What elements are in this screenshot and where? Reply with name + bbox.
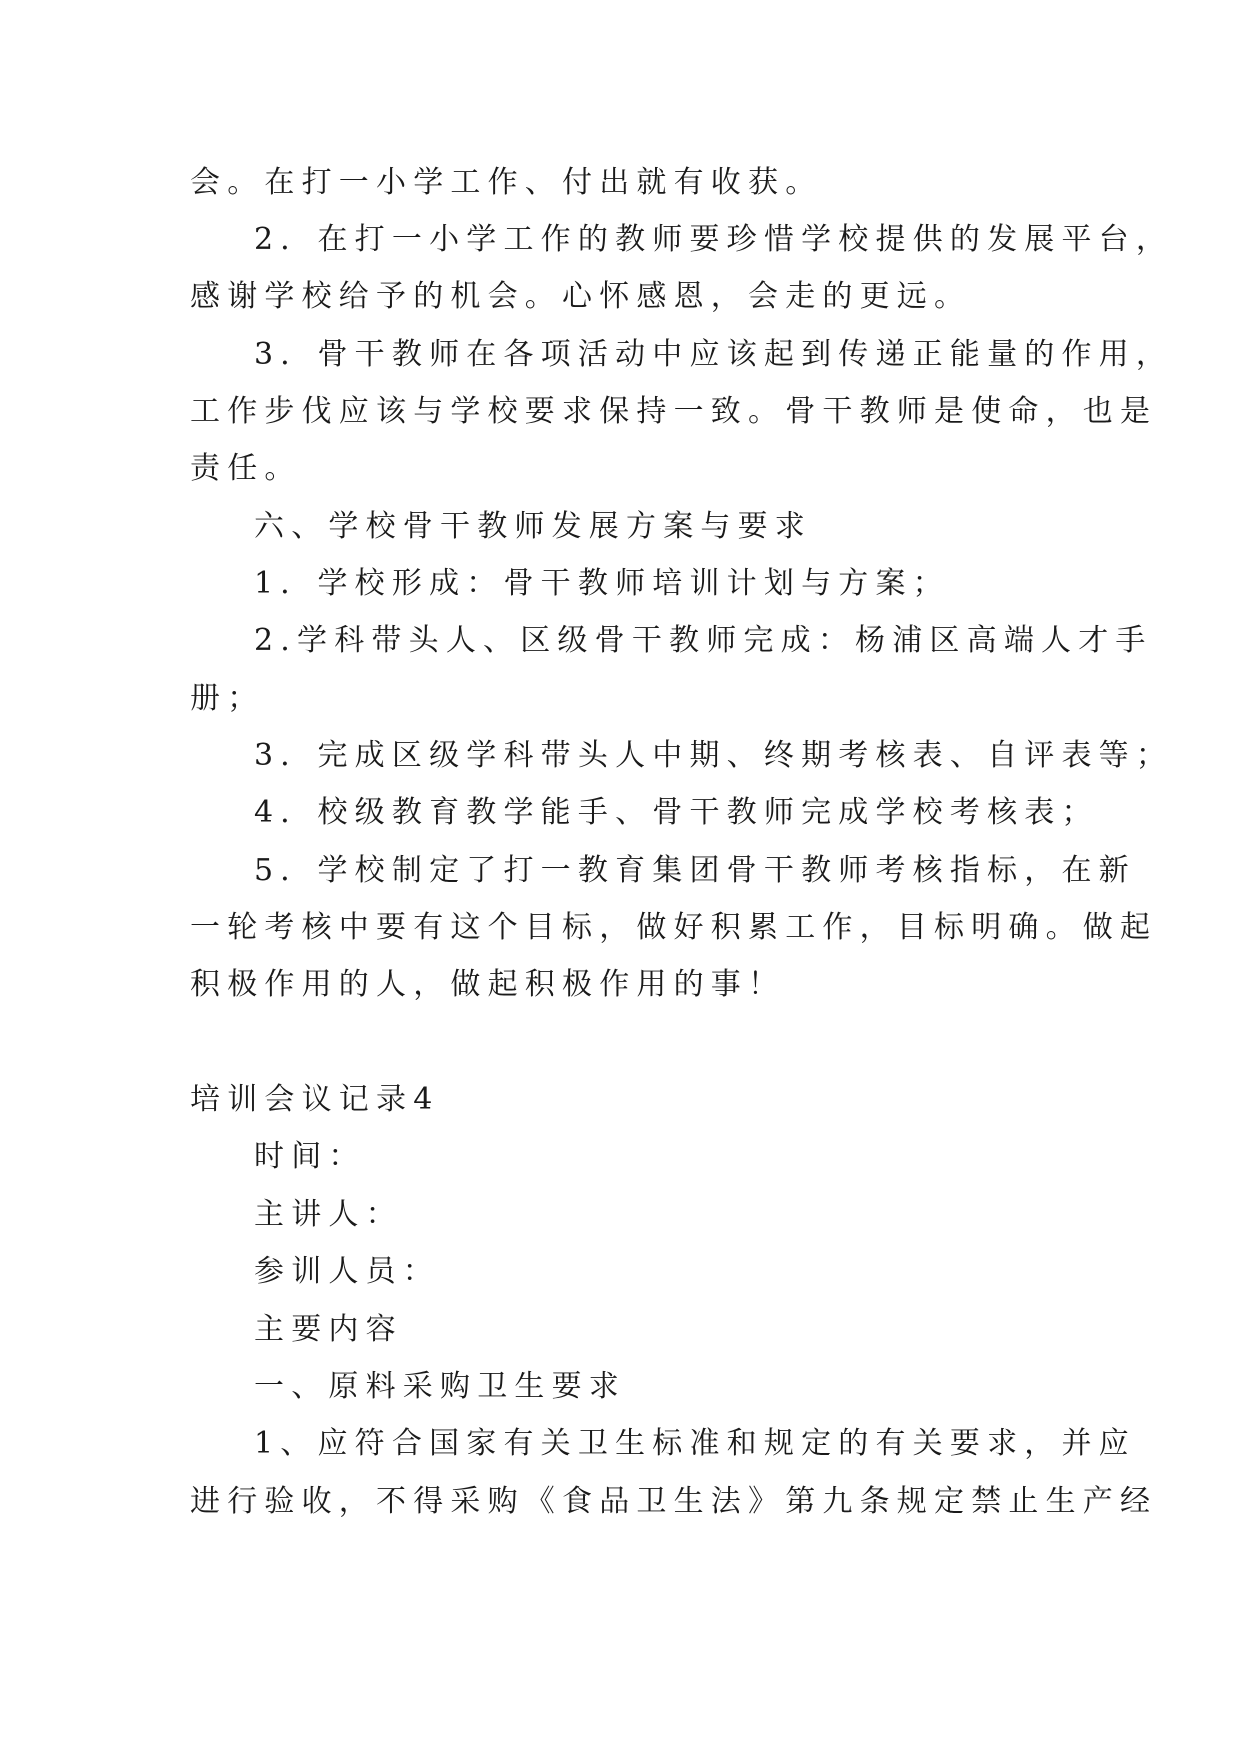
section-heading: 六、学校骨干教师发展方案与要求: [254, 509, 812, 544]
paragraph-line: 进行验收，不得采购《食品卫生法》第九条规定禁止生产经: [190, 1484, 1158, 1519]
meta-time-label: 时间：: [254, 1139, 366, 1174]
paragraph-line: 工作步伐应该与学校要求保持一致。骨干教师是使命，也是: [190, 394, 1158, 429]
paragraph-line: 会。在打一小学工作、付出就有收获。: [190, 165, 823, 200]
paragraph-line: 册；: [190, 681, 265, 716]
paragraph-line: 2.学科带头人、区级骨干教师完成：杨浦区高端人才手: [254, 623, 1153, 658]
paragraph-line: 一轮考核中要有这个目标，做好积累工作，目标明确。做起: [190, 910, 1158, 945]
paragraph-line: 1、应符合国家有关卫生标准和规定的有关要求，并应: [254, 1426, 1136, 1461]
paragraph-line: 3．完成区级学科带头人中期、终期考核表、自评表等；: [254, 738, 1174, 773]
section-heading: 一、原料采购卫生要求: [254, 1369, 626, 1404]
paragraph-line: 积极作用的人，做起积极作用的事！: [190, 967, 786, 1002]
paragraph-line: 3．骨干教师在各项活动中应该起到传递正能量的作用，: [254, 337, 1174, 372]
section-heading: 主要内容: [254, 1312, 403, 1347]
paragraph-line: 4．校级教育教学能手、骨干教师完成学校考核表；: [254, 795, 1099, 830]
paragraph-line: 感谢学校给予的机会。心怀感恩，会走的更远。: [190, 279, 972, 314]
paragraph-line: 5．学校制定了打一教育集团骨干教师考核指标，在新: [254, 853, 1136, 888]
document-title: 培训会议记录4: [190, 1082, 440, 1117]
paragraph-line: 1．学校形成：骨干教师培训计划与方案；: [254, 566, 950, 601]
meta-attendees-label: 参训人员：: [254, 1254, 440, 1289]
meta-speaker-label: 主讲人：: [254, 1197, 403, 1232]
paragraph-line: 责任。: [190, 451, 302, 486]
paragraph-line: 2．在打一小学工作的教师要珍惜学校提供的发展平台，: [254, 222, 1174, 257]
